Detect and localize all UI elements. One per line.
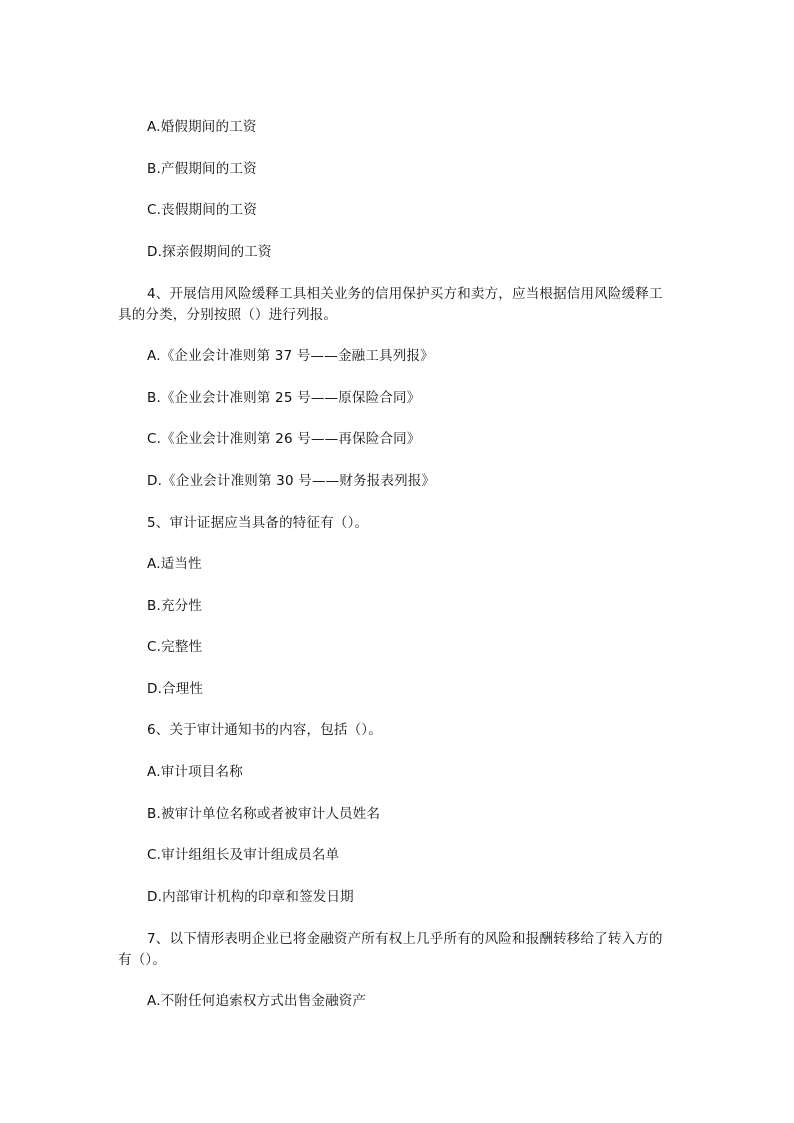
q3-option-d: D.探亲假期间的工资 (147, 244, 272, 260)
q4-question-line2: 具的分类，分别按照（）进行列报。 (118, 307, 338, 323)
q6-option-d: D.内部审计机构的印章和签发日期 (147, 889, 354, 905)
q5-question: 5、审计证据应当具备的特征有（）。 (147, 515, 369, 531)
q6-question: 6、关于审计通知书的内容，包括（）。 (147, 722, 382, 738)
q4-option-c: C.《企业会计准则第 26 号——再保险合同》 (147, 431, 421, 447)
q7-question-line1: 7、以下情形表明企业已将金融资产所有权上几乎所有的风险和报酬转移给了转入方的 (147, 931, 663, 947)
q6-option-c: C.审计组组长及审计组成员名单 (147, 847, 340, 863)
q4-option-d: D.《企业会计准则第 30 号——财务报表列报》 (147, 473, 436, 489)
q4-option-b: B.《企业会计准则第 25 号——原保险合同》 (147, 390, 421, 406)
q3-option-a: A.婚假期间的工资 (147, 119, 257, 135)
q3-option-c: C.丧假期间的工资 (147, 202, 258, 218)
q4-question-line1: 4、开展信用风险缓释工具相关业务的信用保护买方和卖方，应当根据信用风险缓释工 (147, 286, 663, 302)
q6-option-a: A.审计项目名称 (147, 764, 243, 780)
q5-option-c: C.完整性 (147, 639, 203, 655)
q3-option-b: B.产假期间的工资 (147, 161, 257, 177)
q7-option-a: A.不附任何追索权方式出售金融资产 (147, 993, 367, 1009)
q5-option-b: B.充分性 (147, 598, 203, 614)
q5-option-a: A.适当性 (147, 556, 202, 572)
q4-option-a: A.《企业会计准则第 37 号——金融工具列报》 (147, 348, 434, 364)
q7-question-line2: 有（）。 (118, 952, 167, 968)
q6-option-b: B.被审计单位名称或者被审计人员姓名 (147, 806, 381, 822)
q5-option-d: D.合理性 (147, 681, 204, 697)
